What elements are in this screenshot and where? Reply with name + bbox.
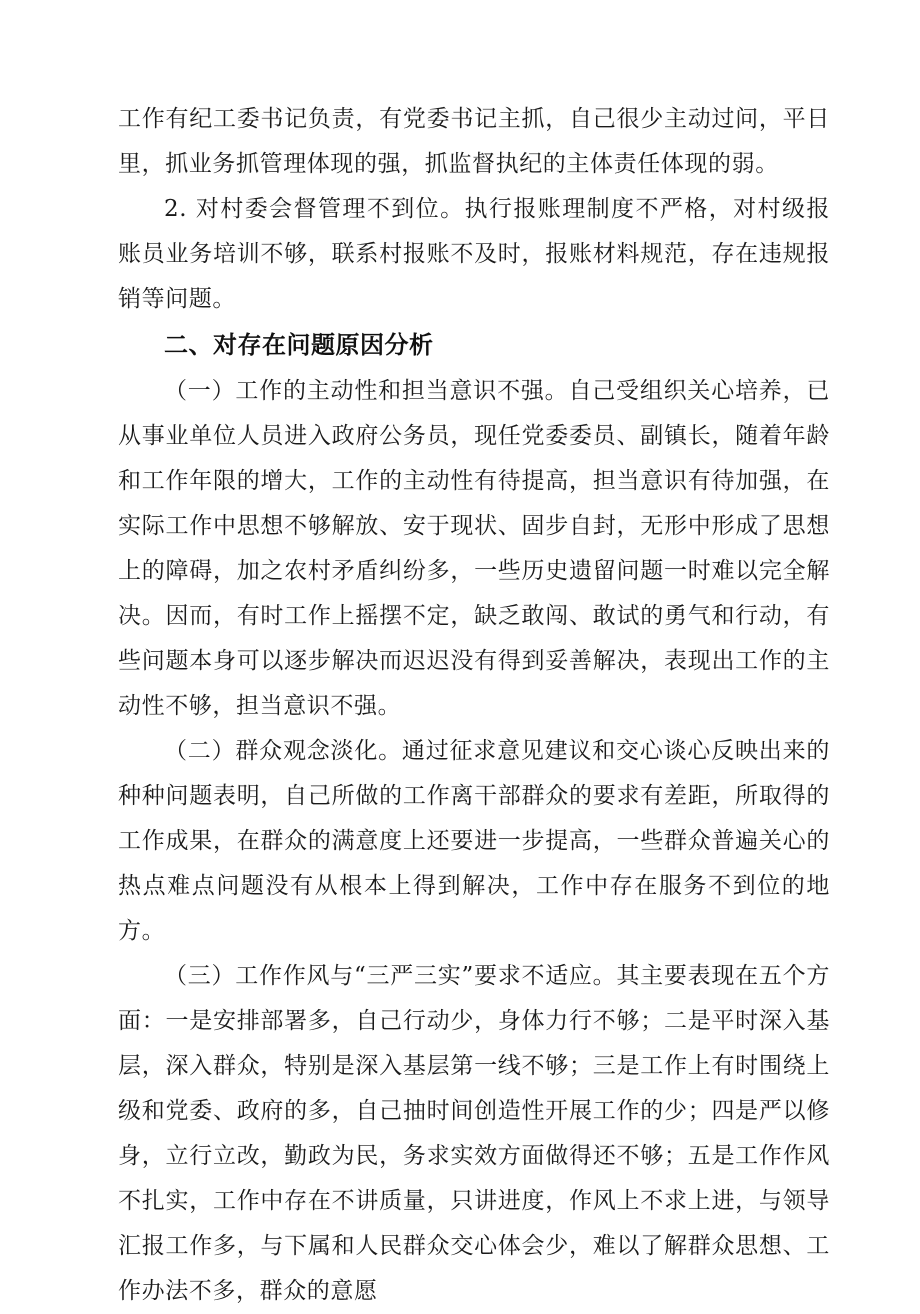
paragraph-cause-2: （二）群众观念淡化。通过征求意见建议和交心谈心反映出来的种种问题表明，自己所做的工作离干部群众的要求有差距，所取得的工作成果，在群众的满意度上还要进一步提高，一些群众普遍关心的热点难点问题没有从根本上得到解决，工作中存在服务不到位的地方。 xyxy=(118,738,830,944)
paragraph-cause-3: （三）工作作风与“三严三实”要求不适应。其主要表现在五个方面：一是安排部署多，自己行动少，身体力行不够；二是平时深入基层，深入群众，特别是深入基层第一线不够；三是工作上有时围绕上级和党委、政府的多，自己抽时间创造性开展工作的少；四是严以修身，立行立改，勤政为民，务求实效方面做得还不够；五是工作作风不扎实，工作中存在不讲质量，只讲进度，作风上不求上进，与领导汇报工作多，与下属和人民群众交心体会少，难以了解群众思想、工作办法不多，群众的意愿 xyxy=(118,963,830,1304)
section-heading: 二、对存在问题原因分析 xyxy=(164,331,434,359)
paragraph-item-2: 2. 对村委会督管理不到位。执行报账理制度不严格，对村级报账员业务培训不够，联系村报账不及时，报账材料规范，存在违规报销等问题。 xyxy=(118,196,830,312)
paragraph-continuation: 工作有纪工委书记负责，有党委书记主抓，自己很少主动过问，平日里，抓业务抓管理体现的强，抓监督执纪的主体责任体现的弱。 xyxy=(118,106,830,177)
document-body xyxy=(118,97,830,1314)
paragraph-cause-1: （一）工作的主动性和担当意识不强。自己受组织关心培养，已从事业单位人员进入政府公务员，现任党委委员、副镇长，随着年龄和工作年限的增大，工作的主动性有待提高，担当意识有待加强，在实际工作中思想不够解放、安于现状、固步自封，无形中形成了思想上的障碍，加之农村矛盾纠纷多，一些历史遗留问题一时难以完全解决。因而，有时工作上摇摆不定，缺乏敢闯、敢试的勇气和行动，有些问题本身可以逐步解决而迟迟没有得到妥善解决，表现出工作的主动性不够，担当意识不强。 xyxy=(118,378,830,719)
